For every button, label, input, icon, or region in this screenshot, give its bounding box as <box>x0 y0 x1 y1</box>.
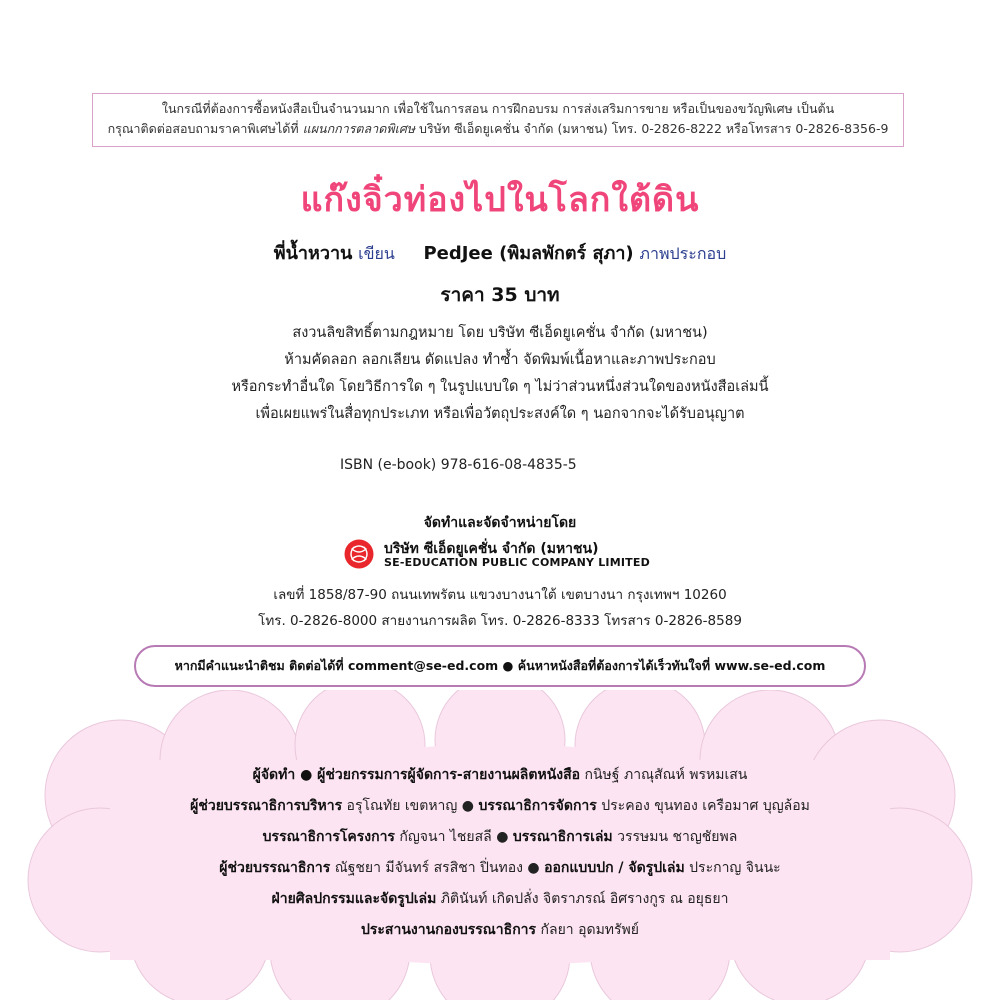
company-name-thai: บริษัท ซีเอ็ดยูเคชั่น จำกัด (มหาชน) <box>384 541 599 557</box>
notice-line-2-prefix: กรุณาติดต่อสอบถามราคาพิเศษได้ที่ <box>107 121 303 136</box>
notice-line-2 <box>93 119 903 139</box>
se-ed-logo-icon <box>344 539 374 569</box>
staff-line <box>0 915 1000 946</box>
notice-department: แผนกการตลาดพิเศษ <box>302 121 416 136</box>
staff-names: วรรษมน ชาญชัยพล <box>612 829 738 845</box>
staff-line <box>0 760 1000 791</box>
staff-role: ผู้ช่วยบรรณาธิการ <box>219 860 331 876</box>
copyright-block <box>0 320 1000 428</box>
staff-names: ภิตินันท์ เกิดปลั่ง จิตราภรณ์ อิศรางกูร ณ อยุธยา <box>436 891 729 907</box>
staff-role: ผู้ช่วยบรรณาธิการบริหาร <box>190 798 343 814</box>
staff-role: ผู้จัดทำ ● ผู้ช่วยกรรมการผู้จัดการ-สายงานผลิตหนังสือ <box>252 767 581 783</box>
copyright-line: สงวนลิขสิทธิ์ตามกฎหมาย โดย บริษัท ซีเอ็ดยูเคชั่น จำกัด (มหาชน) <box>292 325 708 341</box>
company-phones: โทร. 0-2826-8000 สายงานการผลิต โทร. 0-2826-8333 โทรสาร 0-2826-8589 <box>258 613 742 629</box>
staff-names: กนิษฐ์ ภาณุสัณห์ พรหมเสน <box>580 767 748 783</box>
staff-names: อรุโณทัย เขตหาญ ● <box>342 798 479 814</box>
company-address: เลขที่ 1858/87-90 ถนนเทพรัตน แขวงบางนาใต้ เขตบางนา กรุงเทพฯ 10260 <box>273 587 727 603</box>
isbn: ISBN (e-book) 978-616-08-4835-5 <box>340 457 577 473</box>
book-price: ราคา 35 บาท <box>440 284 560 306</box>
illustrator-role: ภาพประกอบ <box>639 244 727 263</box>
staff-names: กัญจนา ไชยสลี ● <box>394 829 513 845</box>
credits-line <box>0 238 1000 267</box>
company-address-block <box>0 582 1000 634</box>
staff-line <box>0 822 1000 853</box>
staff-credits <box>0 760 1000 946</box>
notice-line-1: ในกรณีที่ต้องการซื้อหนังสือเป็นจำนวนมาก เพื่อใช้ในการสอน การฝึกอบรม การส่งเสริมการขาย หรือเป็นของขวัญพิเศษ เป็นต้น <box>161 101 835 116</box>
book-title: แก๊งจิ๋วท่องไปในโลกใต้ดิน <box>300 180 700 220</box>
staff-role: บรรณาธิการโครงการ <box>262 829 395 845</box>
distribution-label: จัดทำและจัดจำหน่ายโดย <box>423 515 577 531</box>
staff-line <box>0 884 1000 915</box>
notice-line-2-suffix: บริษัท ซีเอ็ดยูเคชั่น จำกัด (มหาชน) โทร. 0-2826-8222 หรือโทรสาร 0-2826-8356-9 <box>415 121 889 136</box>
copyright-line: หรือกระทำอื่นใด โดยวิธีการใด ๆ ในรูปแบบใด ๆ ไม่ว่าส่วนหนึ่งส่วนใดของหนังสือเล่มนี้ <box>231 379 769 395</box>
staff-role: ฝ่ายศิลปกรรมและจัดรูปเล่ม <box>271 891 437 907</box>
staff-names: ณัฐชยา มีจันทร์ สรสิชา ปิ่นทอง ● <box>330 860 545 876</box>
special-order-notice <box>92 93 904 147</box>
staff-line <box>0 853 1000 884</box>
staff-role: บรรณาธิการเล่ม <box>512 829 613 845</box>
staff-names: ประคอง ขุนทอง เครือมาศ บุญล้อม <box>596 798 810 814</box>
staff-role: ประสานงานกองบรรณาธิการ <box>360 922 537 938</box>
staff-names: กัลยา อุดมทรัพย์ <box>536 922 639 938</box>
staff-names: ประกาญ จินนะ <box>684 860 781 876</box>
company-name-english: SE-EDUCATION PUBLIC COMPANY LIMITED <box>384 556 650 569</box>
copyright-line: ห้ามคัดลอก ลอกเลียน ดัดแปลง ทำซ้ำ จัดพิมพ์เนื้อหาและภาพประกอบ <box>284 352 716 368</box>
staff-role: บรรณาธิการจัดการ <box>478 798 597 814</box>
copyright-line: เพื่อเผยแพร่ในสื่อทุกประเภท หรือเพื่อวัตถุประสงค์ใด ๆ นอกจากจะได้รับอนุญาต <box>255 406 745 422</box>
author-role: เขียน <box>358 244 395 263</box>
author-name: พี่น้ำหวาน <box>273 243 353 264</box>
staff-line <box>0 791 1000 822</box>
staff-role: ออกแบบปก / จัดรูปเล่ม <box>544 860 685 876</box>
illustrator-name: PedJee (พิมลพักตร์ สุภา) <box>423 243 634 264</box>
contact-banner: หากมีคำแนะนำติชม ติดต่อได้ที่ comment@se-ed.com ● ค้นหาหนังสือที่ต้องการได้เร็วทันใจที่ www.se-ed.com <box>134 645 866 687</box>
